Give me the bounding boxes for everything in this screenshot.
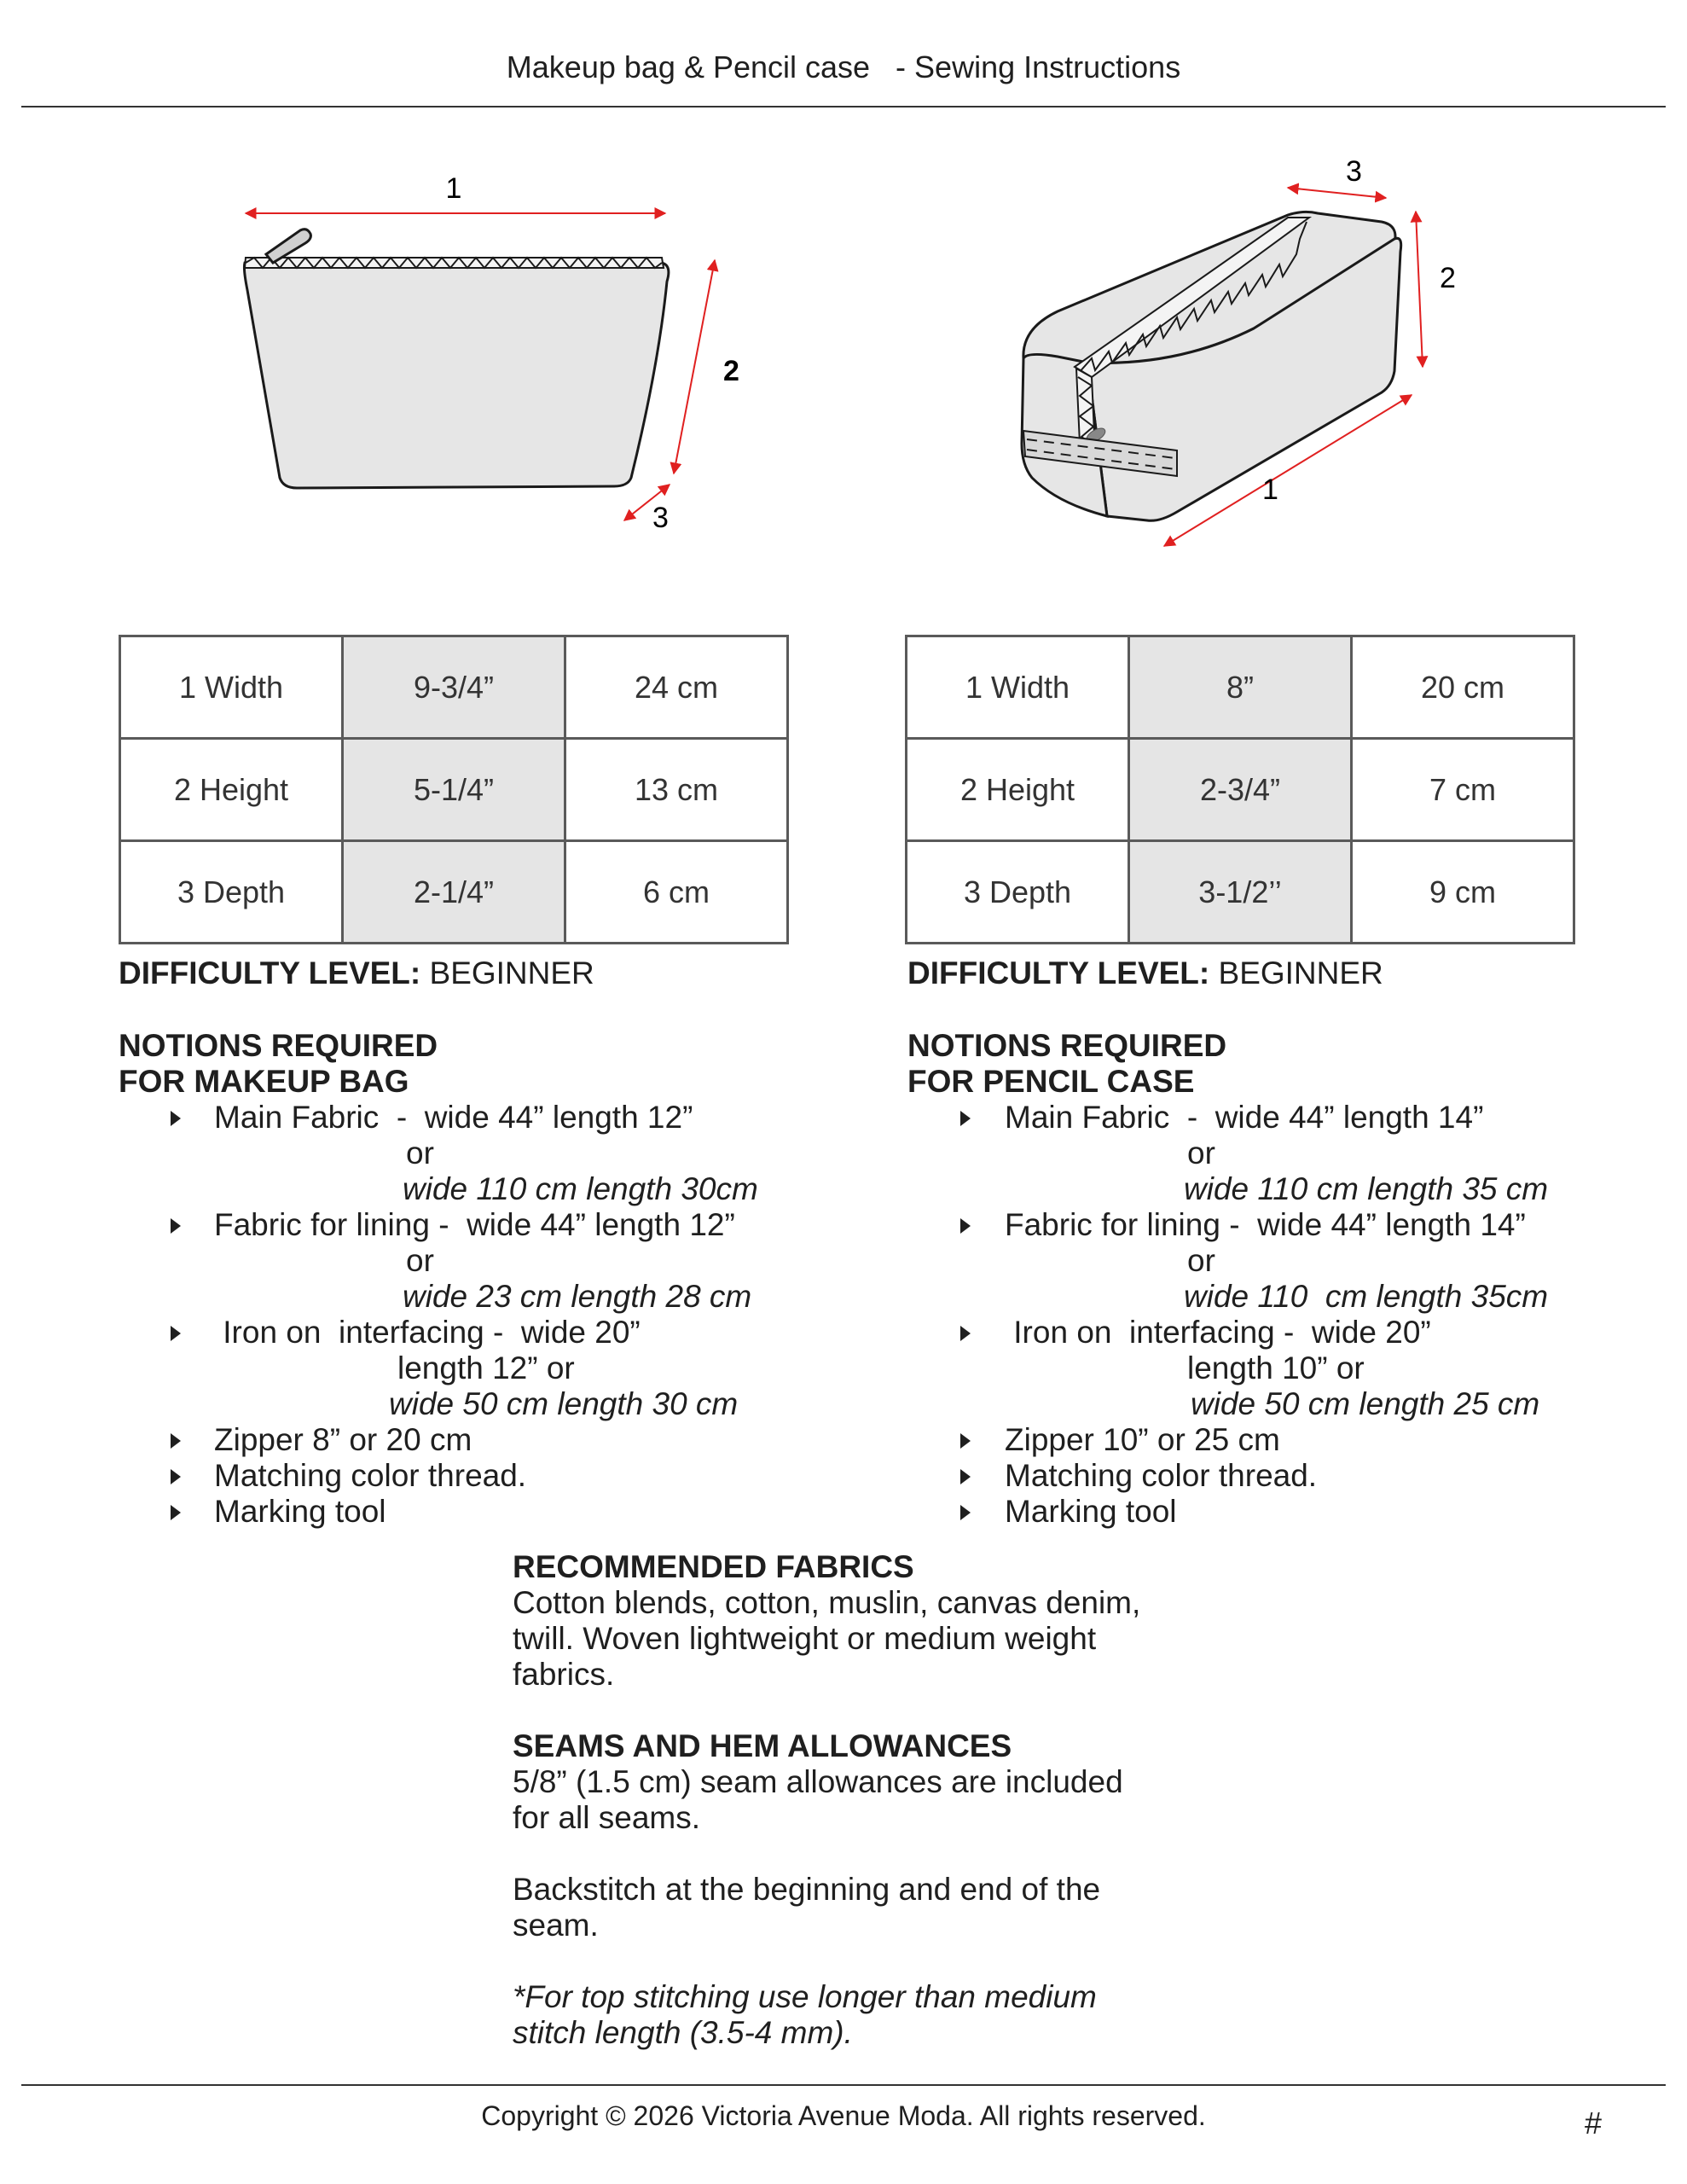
list-item: Main Fabric - wide 44” length 14”	[1005, 1100, 1484, 1135]
makeup-bag-illustration	[222, 162, 751, 537]
bullet-icon	[960, 1111, 971, 1126]
bullet-icon	[960, 1433, 971, 1449]
bullet-icon	[171, 1218, 181, 1234]
footer-divider	[21, 2084, 1666, 2086]
table-cell: 6 cm	[565, 841, 788, 944]
makeup-height-label: 2	[723, 355, 739, 387]
bullet-icon	[960, 1326, 971, 1341]
seams-line: 5/8” (1.5 cm) seam allowances are included	[513, 1764, 1123, 1799]
list-item: Marking tool	[1005, 1494, 1177, 1529]
bullet-icon	[171, 1111, 181, 1126]
stitch-note: *For top stitching use longer than medium	[513, 1979, 1097, 2014]
list-item: or	[406, 1243, 434, 1278]
copyright-notice: Copyright © 2026 Victoria Avenue Moda. All rights reserved.	[481, 2100, 1206, 2131]
seams-line: for all seams.	[513, 1800, 701, 1835]
list-item: Matching color thread.	[1005, 1458, 1318, 1493]
table-cell: 2 Height	[120, 739, 343, 841]
table-cell: 3 Depth	[907, 841, 1129, 944]
list-item: Fabric for lining - wide 44” length 14”	[1005, 1207, 1526, 1242]
pencil-case-illustration	[1006, 154, 1484, 580]
table-cell: 13 cm	[565, 739, 788, 841]
list-item: Matching color thread.	[214, 1458, 527, 1493]
recommended-line: twill. Woven lightweight or medium weight	[513, 1621, 1097, 1656]
difficulty-label: DIFFICULTY LEVEL:	[907, 956, 1210, 990]
bullet-icon	[960, 1469, 971, 1484]
list-item: Marking tool	[214, 1494, 386, 1529]
notions-heading: NOTIONS REQUIRED	[119, 1028, 438, 1063]
header-divider	[21, 106, 1666, 107]
table-cell: 5-1/4”	[343, 739, 565, 841]
table-cell: 9-3/4”	[343, 636, 565, 739]
list-item: or	[406, 1136, 434, 1170]
page-title: Makeup bag & Pencil case - Sewing Instructions	[506, 49, 1181, 84]
list-item: wide 110 cm length 35cm	[1184, 1279, 1549, 1314]
table-cell: 2 Height	[907, 739, 1129, 841]
makeup-width-label: 1	[445, 172, 462, 205]
recommended-heading: RECOMMENDED FABRICS	[513, 1549, 914, 1584]
list-item: wide 50 cm length 25 cm	[1191, 1386, 1540, 1421]
recommended-line: Cotton blends, cotton, muslin, canvas denim,	[513, 1585, 1141, 1620]
stitch-note: stitch length (3.5-4 mm).	[513, 2015, 853, 2050]
difficulty-label: DIFFICULTY LEVEL:	[119, 956, 421, 990]
seams-heading: SEAMS AND HEM ALLOWANCES	[513, 1728, 1012, 1763]
list-item: Iron on interfacing - wide 20”	[1005, 1315, 1431, 1350]
list-item: or	[1187, 1136, 1215, 1170]
list-item: wide 110 cm length 35 cm	[1184, 1171, 1549, 1206]
list-item: wide 23 cm length 28 cm	[403, 1279, 752, 1314]
table-cell: 7 cm	[1352, 739, 1574, 841]
difficulty-value: BEGINNER	[429, 956, 594, 990]
table-row	[120, 739, 788, 841]
bullet-icon	[171, 1469, 181, 1484]
table-cell: 1 Width	[120, 636, 343, 739]
table-row	[907, 636, 1574, 739]
list-item: Iron on interfacing - wide 20”	[214, 1315, 641, 1350]
table-cell: 2-3/4”	[1129, 739, 1352, 841]
notions-subheading: FOR MAKEUP BAG	[119, 1064, 409, 1099]
list-item: Main Fabric - wide 44” length 12”	[214, 1100, 693, 1135]
notions-heading: NOTIONS REQUIRED	[907, 1028, 1227, 1063]
list-item: Fabric for lining - wide 44” length 12”	[214, 1207, 735, 1242]
table-cell: 9 cm	[1352, 841, 1574, 944]
list-item: or	[1187, 1243, 1215, 1278]
table-cell: 2-1/4”	[343, 841, 565, 944]
bullet-icon	[960, 1505, 971, 1520]
bullet-icon	[171, 1505, 181, 1520]
pencil-width-label: 1	[1262, 473, 1278, 506]
list-item: wide 110 cm length 30cm	[403, 1171, 758, 1206]
list-item: length 10” or	[1187, 1350, 1365, 1385]
pencil-difficulty	[907, 956, 1383, 991]
table-row	[120, 636, 788, 739]
recommended-line: fabrics.	[513, 1657, 615, 1692]
difficulty-value: BEGINNER	[1218, 956, 1383, 990]
table-cell: 8”	[1129, 636, 1352, 739]
backstitch-line: Backstitch at the beginning and end of the	[513, 1872, 1101, 1907]
makeup-dimensions-table	[119, 635, 789, 944]
makeup-bag-body	[244, 263, 668, 488]
table-row	[907, 841, 1574, 944]
backstitch-line: seam.	[513, 1908, 599, 1943]
notions-subheading: FOR PENCIL CASE	[907, 1064, 1195, 1099]
table-cell: 3 Depth	[120, 841, 343, 944]
table-cell: 3-1/2’’	[1129, 841, 1352, 944]
bullet-icon	[960, 1218, 971, 1234]
table-cell: 20 cm	[1352, 636, 1574, 739]
table-row	[907, 739, 1574, 841]
pencil-dimensions-table	[905, 635, 1575, 944]
pencil-height-label: 2	[1440, 262, 1456, 294]
list-item: Zipper 8” or 20 cm	[214, 1422, 472, 1457]
table-row	[120, 841, 788, 944]
page-number: #	[1585, 2106, 1603, 2140]
bullet-icon	[171, 1326, 181, 1341]
makeup-difficulty	[119, 956, 594, 991]
table-cell: 24 cm	[565, 636, 788, 739]
list-item: Zipper 10” or 25 cm	[1005, 1422, 1280, 1457]
pencil-depth-label: 3	[1346, 155, 1362, 188]
table-cell: 1 Width	[907, 636, 1129, 739]
makeup-depth-label: 3	[652, 502, 669, 534]
bullet-icon	[171, 1433, 181, 1449]
list-item: wide 50 cm length 30 cm	[389, 1386, 739, 1421]
list-item: length 12” or	[397, 1350, 575, 1385]
